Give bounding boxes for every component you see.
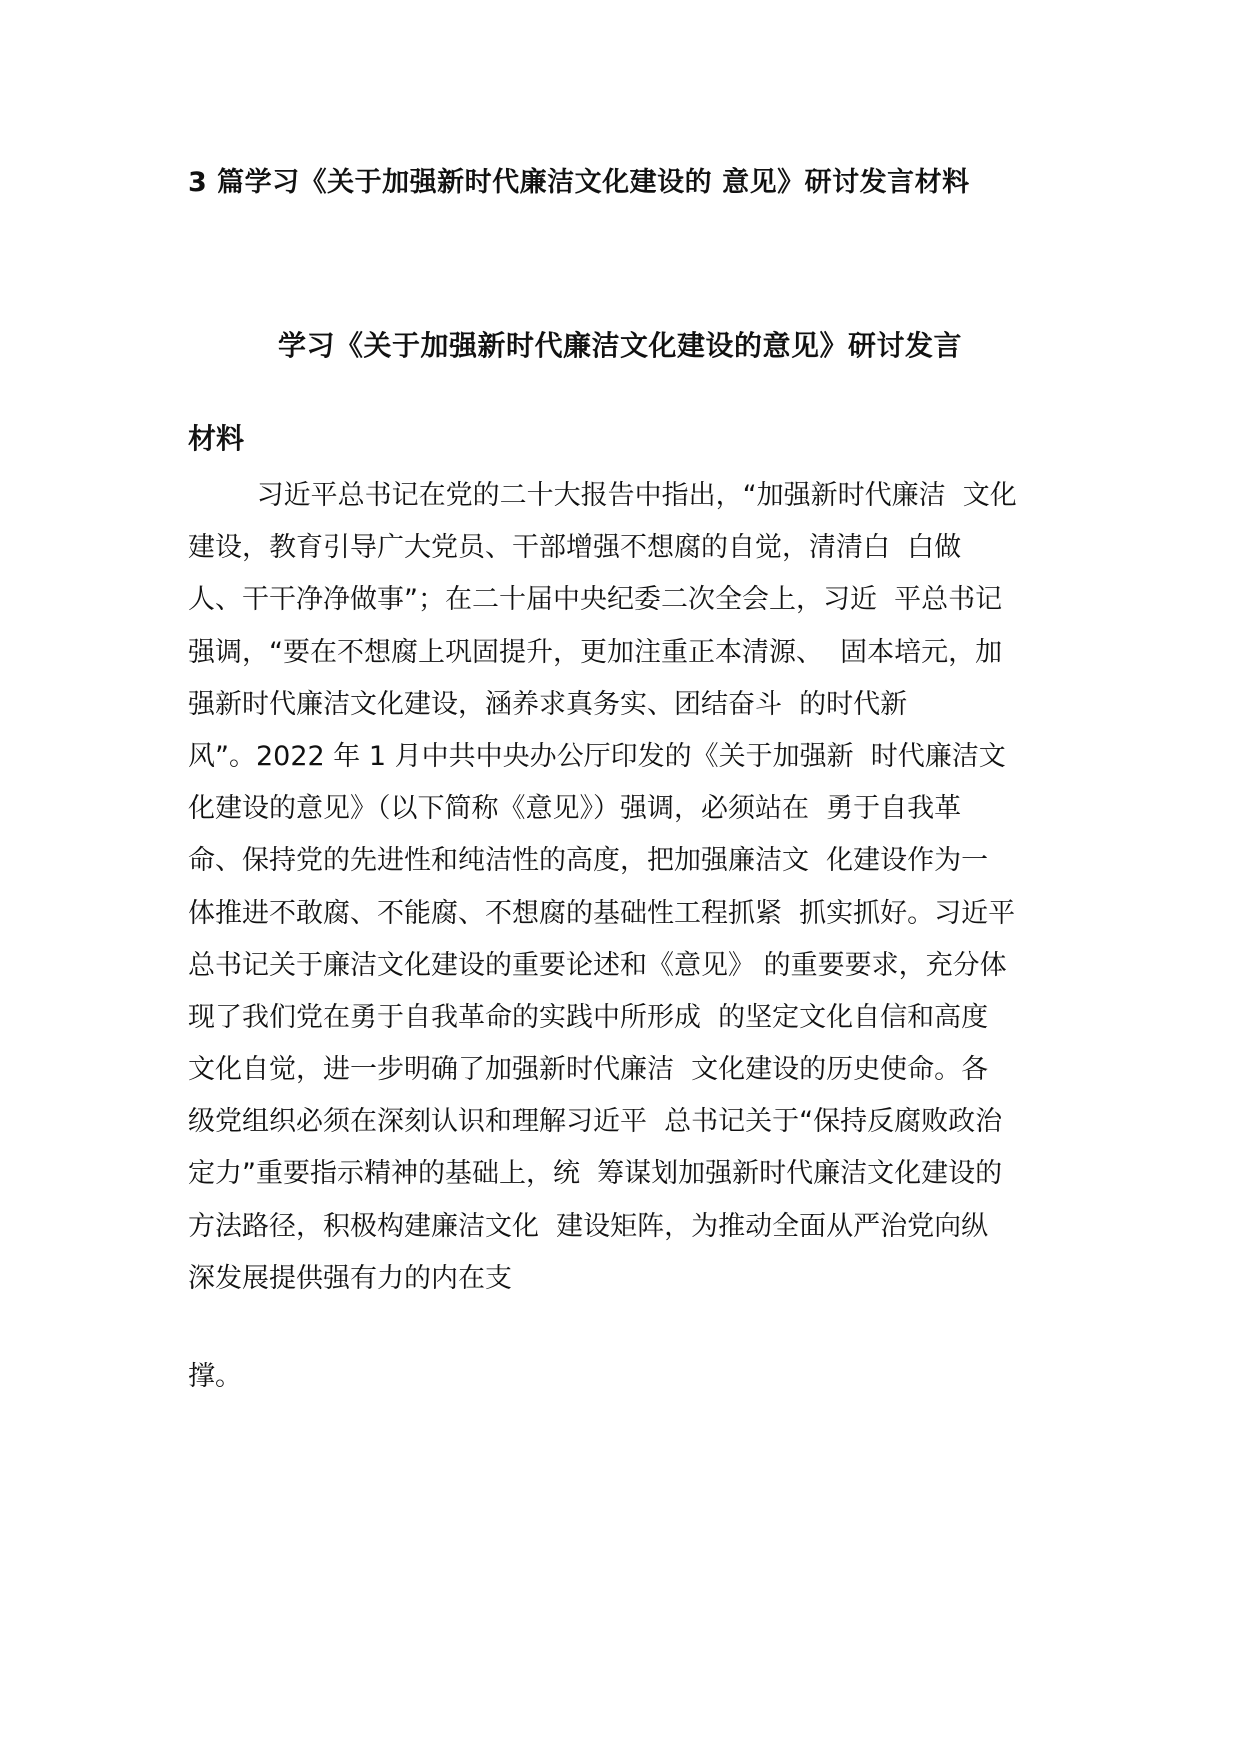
body-line: 定力”重要指示精神的基础上，统 筹谋划加强新时代廉洁文化建设的 (188, 1158, 1003, 1190)
body-line: 体推进不敢腐、不能腐、不想腐的基础性工程抓紧 抓实抓好。习近平 (188, 897, 1016, 929)
body-line: 强调，“要在不想腐上巩固提升，更加注重正本清源、 固本培元，加 (188, 636, 1003, 668)
body-line: 人、干干净净做事”；在二十届中央纪委二次全会上，习近 平总书记 (188, 584, 1003, 616)
body-last-line: 撑。 (188, 1361, 242, 1392)
body-line: 总书记关于廉洁文化建设的重要论述和《意见》 的重要要求，充分体 (188, 949, 1007, 981)
body-line: 方法路径，积极构建廉洁文化 建设矩阵，为推动全面从严治党向纵 (188, 1210, 989, 1242)
body-line: 化建设的意见》（以下简称《意见》）强调，必须站在 勇于自我革 (188, 793, 962, 825)
body-line: 深发展提供强有力的内在支 (188, 1262, 512, 1294)
body-line: 建设，教育引导广大党员、干部增强不想腐的自觉，清清白 白做 (188, 532, 962, 564)
body-paragraph (188, 470, 1068, 1305)
section-title: 学习《关于加强新时代廉洁文化建设的意见》研讨发言 (277, 329, 962, 362)
body-line: 文化自觉，进一步明确了加强新时代廉洁 文化建设的历史使命。各 (188, 1054, 989, 1086)
body-line: 命、保持党的先进性和纯洁性的高度，把加强廉洁文 化建设作为一 (188, 845, 989, 877)
body-line: 风”。2022 年 1 月中共中央办公厅印发的《关于加强新 时代廉洁文 (188, 740, 1006, 772)
body-line: 现了我们党在勇于自我革命的实践中所形成 的坚定文化自信和高度 (188, 1001, 989, 1033)
body-line: 强新时代廉洁文化建设，涵养求真务实、团结奋斗 的时代新 (188, 688, 908, 720)
section-title-continuation: 材料 (188, 422, 245, 455)
document-title: 3 篇学习《关于加强新时代廉洁文化建设的 意见》研讨发言材料 (188, 167, 970, 198)
body-line: 习近平总书记在党的二十大报告中指出，“加强新时代廉洁 文化 (188, 480, 1017, 511)
body-line: 级党组织必须在深刻认识和理解习近平 总书记关于“保持反腐败政治 (188, 1106, 1003, 1138)
